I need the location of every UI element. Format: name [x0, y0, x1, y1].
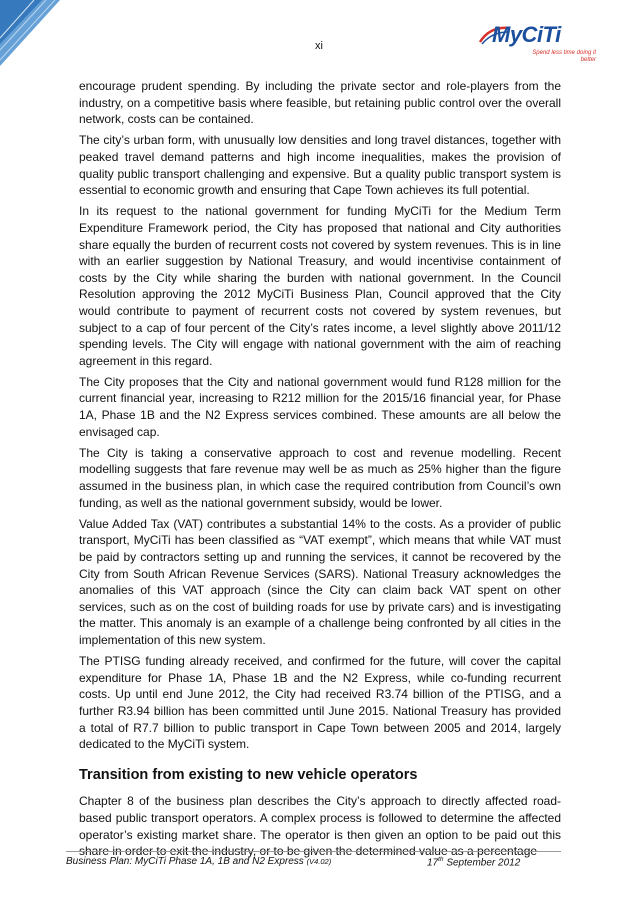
paragraph: encourage prudent spending. By including the private sector and role-players from the industry, on a competitive basis where feasible, but retaining public control over the overall network, costs can be contained. — [79, 79, 561, 127]
paragraph: The PTISG funding already received, and confirmed for the future, will cover the capital expenditure for Phase 1A, Phase 1B and the N2 Express, while co-funding recurrent costs. Up until end June 2012, the City had received R3.74 billion of the PTISG, and a further R3.94 billion has been committed until June 2015. National Treasury has provided a total of R7.7 billion to public transport in Cape Town between 2005 and 2014, largely dedicated to the MyCiTi system. — [79, 654, 561, 752]
corner-decoration — [0, 0, 60, 70]
footer-version: (V4.02) — [306, 857, 332, 866]
paragraph: The city’s urban form, with unusually low densities and long travel distances, together with peaked travel demand patterns and high income inequalities, makes the provision of quality public transport challenging and expensive. But a quality public transport system is essential to economic growth and ensuring that Cape Town achieves its full potential. — [79, 133, 561, 198]
logo-tagline: Spend less time doing it better — [532, 50, 596, 63]
document-body — [79, 78, 561, 864]
footer-document-title — [66, 856, 331, 867]
footer-date-suffix: th — [438, 856, 444, 863]
paragraph: The City proposes that the City and national government would fund R128 million for the current financial year, increasing to R212 million for the 2015/16 financial year, for Phase 1A, Phase 1B and the N2 Express services combined. These amounts are all below the envisaged cap. — [79, 374, 561, 439]
paragraph: Value Added Tax (VAT) contributes a substantial 14% to the costs. As a provider of public transport, MyCiTi has been classified as “VAT exempt”, which means that while VAT must be paid by contractors setting up and running the services, it cannot be recovered by the City from South African Revenue Services (SARS). National Treasury acknowledges the anomalies of this VAT approach (since the City can claim back VAT spent on other services, such as on the cost of building roads for use by private cars) and is investigating the matter. This anomaly is an example of a challenge being confronted by all cities in the implementation of this new system. — [79, 516, 561, 647]
page-number: xi — [315, 40, 323, 52]
footer-date — [427, 856, 520, 868]
paragraph: In its request to the national government for funding MyCiTi for the Medium Term Expenditure Framework period, the City has proposed that national and City authorities share equally the burden of recurrent costs not covered by system revenues. This is in line with an earlier suggestion by National Treasury, and would incentivise containment of costs by the City while sharing the burden with national government. In the Council Resolution approving the 2012 MyCiTi Business Plan, Council approved that the City would contribute to payment of recurrent costs not covered by system revenues, but subject to a cap of four percent of the City’s rates income, a level slightly above 2011/12 spending levels. The City will engage with national government with the aim of reaching agreement in this regard. — [79, 204, 561, 368]
mycity-logo — [478, 22, 608, 72]
section-heading: Transition from existing to new vehicle operators — [79, 766, 418, 783]
paragraph: Chapter 8 of the business plan describes the City’s approach to directly affected road-based public transport operators. A complex process is followed to determine the affected operator’s existing market share. The operator is then given an option to be paid out this share in order to exit the industry, or to be given the determined value as a percentage — [79, 794, 561, 859]
footer-divider — [66, 851, 561, 852]
footer-date-rest: September 2012 — [443, 857, 521, 869]
paragraph: The City is taking a conservative approach to cost and revenue modelling. Recent modelling suggests that fare revenue may well be as much as 25% higher than the figure assumed in the business plan, in which case the required contribution from Council’s own funding, as well as the national government subsidy, would be lower. — [79, 445, 561, 510]
footer-date-day: 17 — [427, 857, 439, 869]
logo-wordmark: MyCiTi — [492, 22, 561, 47]
footer-title-text: Business Plan: MyCiTi Phase 1A, 1B and N2 Express — [66, 856, 304, 867]
